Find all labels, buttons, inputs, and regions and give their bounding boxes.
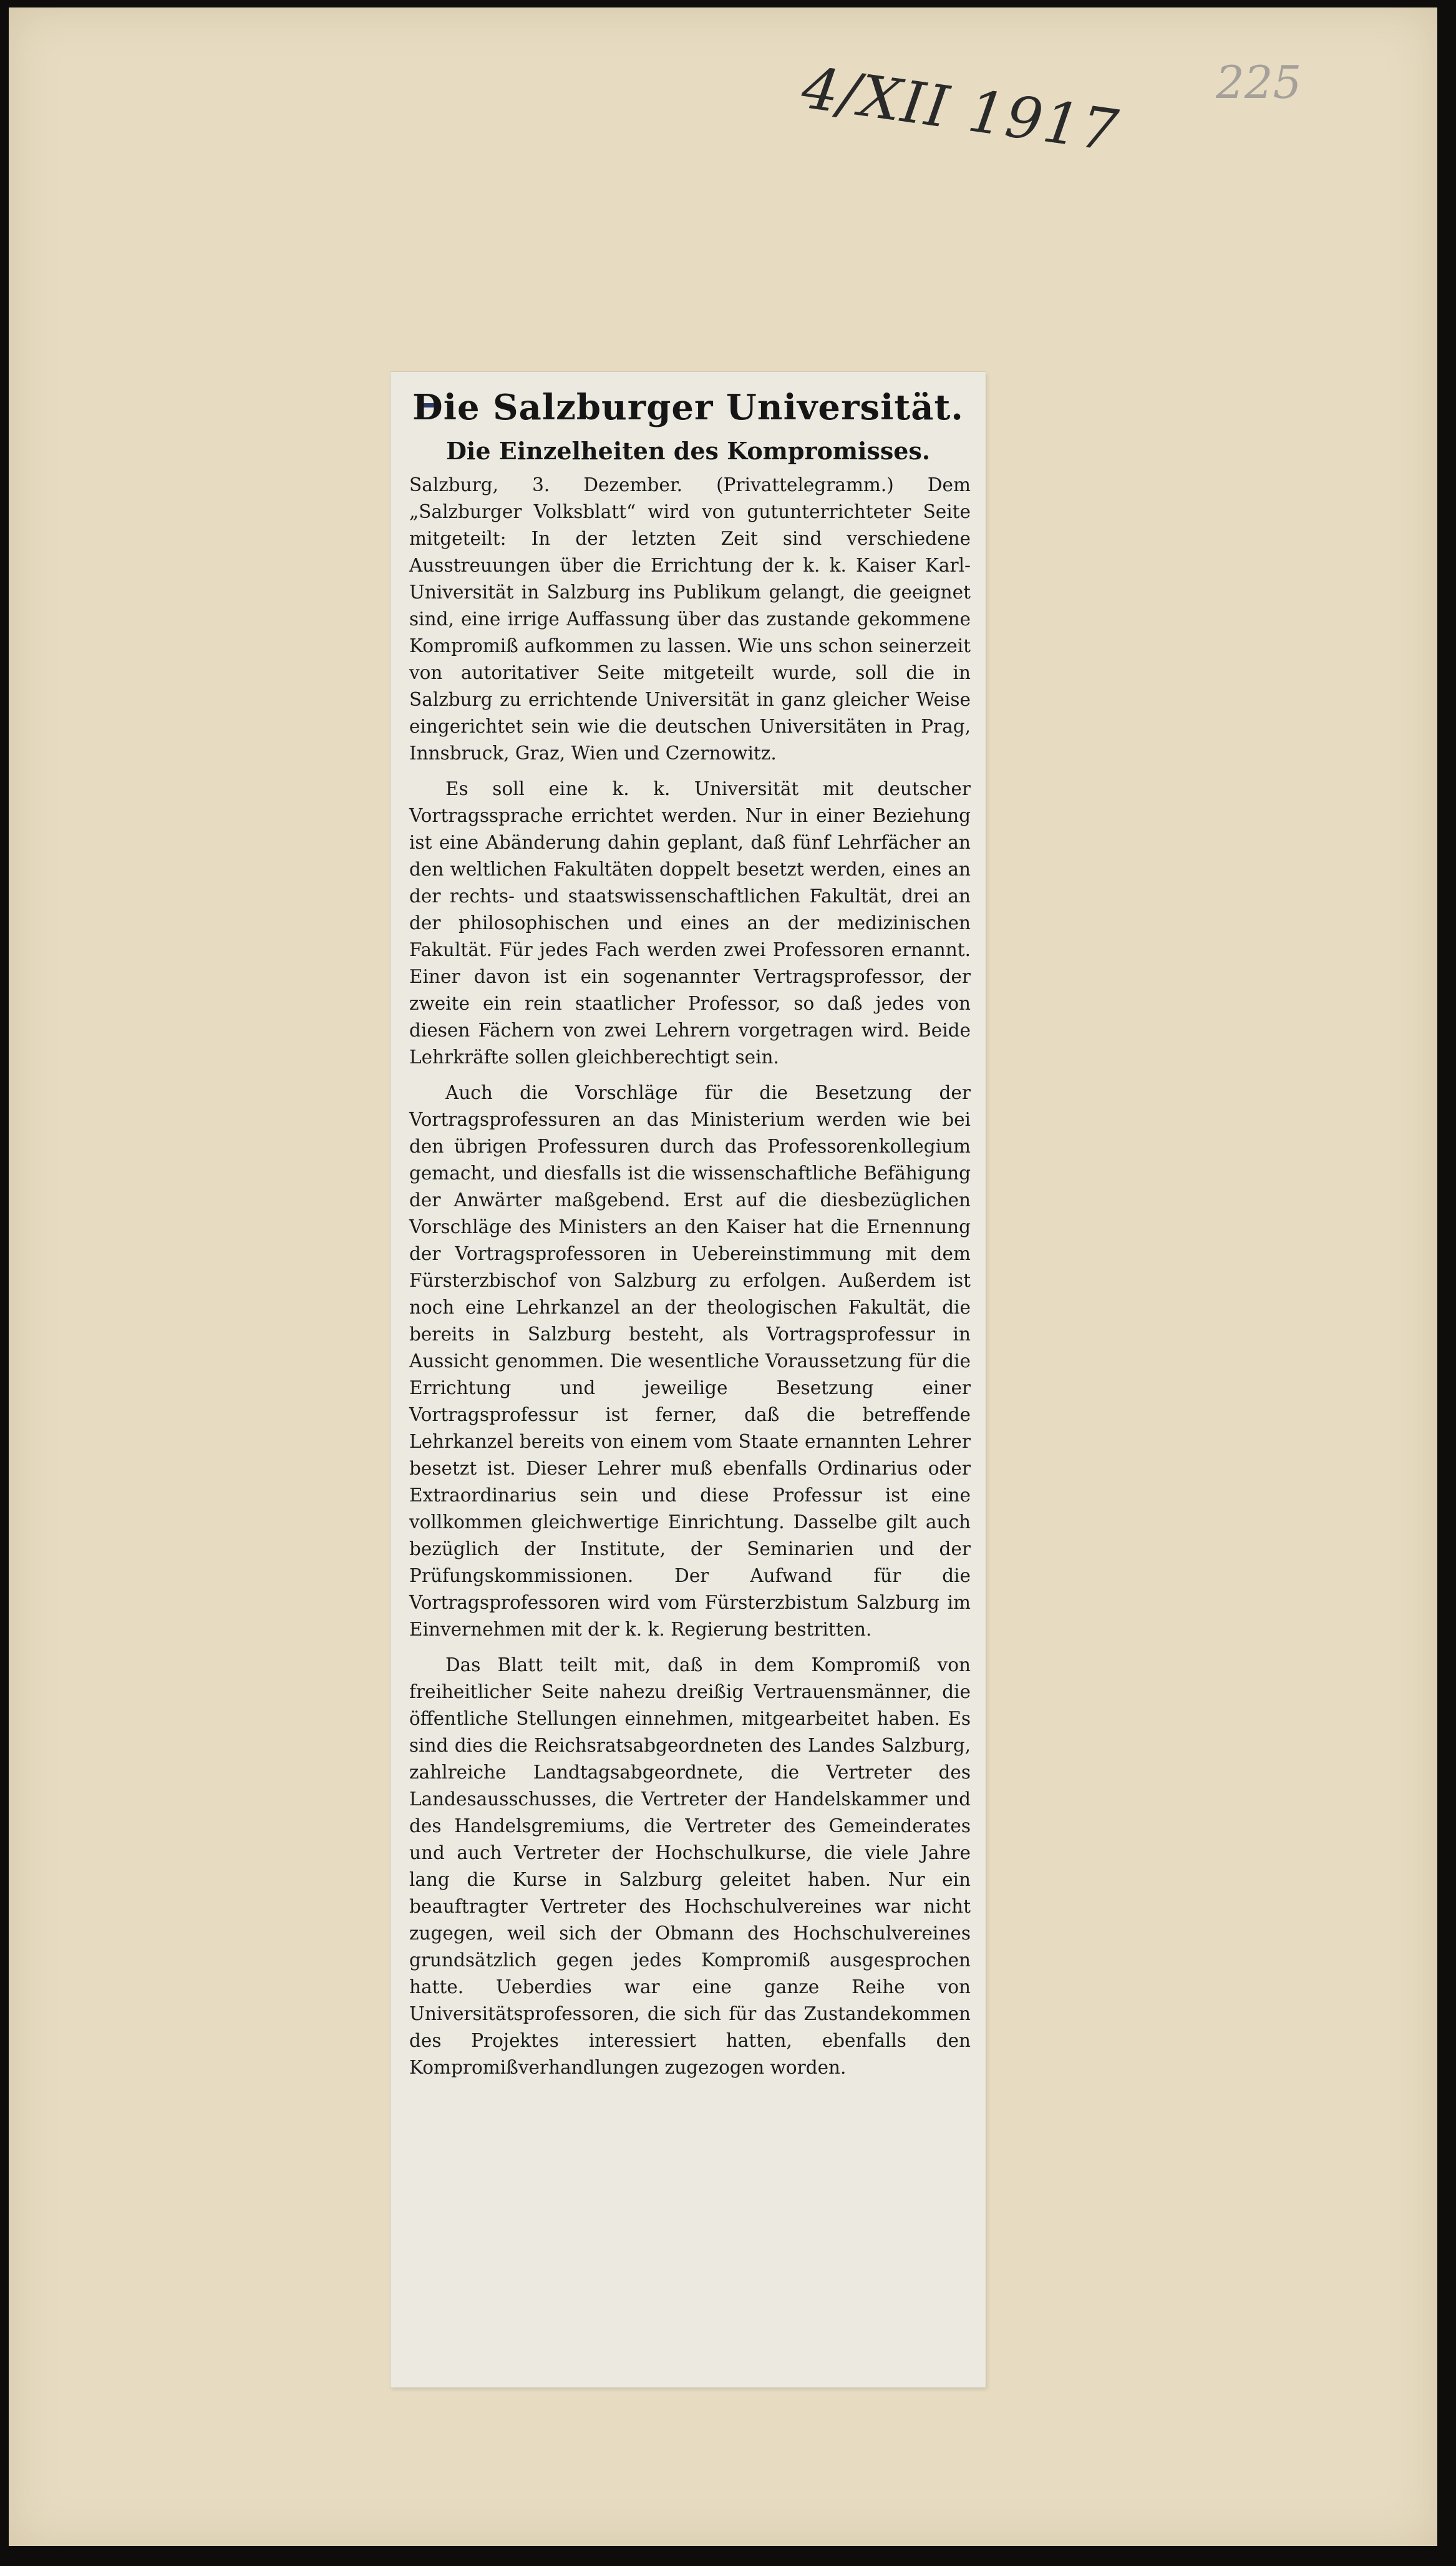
handwritten-date: 4/XII 1917 [798, 54, 1124, 165]
newspaper-clipping [391, 372, 986, 2388]
article-paragraph: Salzburg, 3. Dezember. (Privattelegramm.) Dem „Salzburger Volksblatt“ wird von gutunterrichteter Seite mitgeteilt: In der letzten Zeit sind verschiedene Ausstreuungen über die Errichtung der k. k. Kaiser Karl-Universität in Salzburg ins Publikum gelangt, die geeignet sind, eine irrige Auffassung über das zustande gekommene Kompromiß aufkommen zu lassen. Wie uns schon seinerzeit von autoritativer Seite mitgeteilt wurde, soll die in Salzburg zu errichtende Universität in ganz gleicher Weise eingerichtet sein wie die deutschen Universitäten in Prag, Innsbruck, Graz, Wien und Czernowitz. [409, 474, 971, 764]
article-title: Die Salzburger Universität. [412, 387, 964, 428]
folio-number: 225 [1216, 56, 1302, 109]
archive-sheet [9, 7, 1437, 2546]
article-paragraph: Auch die Vorschläge für die Besetzung der Vortragsprofessuren an das Ministerium werden wie bei den übrigen Professuren durch das Professorenkollegium gemacht, und diesfalls ist die wissenschaftliche Befähigung der Anwärter maßgebend. Erst auf die diesbezüglichen Vorschläge des Ministers an den Kaiser hat die Ernennung der Vortragsprofessoren in Uebereinstimmung mit dem Fürsterzbischof von Salzburg zu erfolgen. Außerdem ist noch eine Lehrkanzel an der theologischen Fakultät, die bereits in Salzburg besteht, als Vortragsprofessur in Aussicht genommen. Die wesentliche Voraussetzung für die Errichtung und jeweilige Besetzung einer Vortragsprofessur ist ferner, daß die betreffende Lehrkanzel bereits von einem vom Staate ernannten Lehrer besetzt ist. Dieser Lehrer muß ebenfalls Ordinarius oder Extraordinarius sein und diese Professur ist eine vollkommen gleichwertige Einrichtung. Dasselbe gilt auch bezüglich der Institute, der Seminarien und der Prüfungskommissionen. Der Aufwand für die Vortragsprofessoren wird vom Fürsterzbistum Salzburg im Einvernehmen mit der k. k. Regierung bestritten. [409, 1082, 971, 1640]
article-paragraph: Das Blatt teilt mit, daß in dem Kompromiß von freiheitlicher Seite nahezu dreißig Vertrauensmänner, die öffentliche Stellungen einnehmen, mitgearbeitet haben. Es sind dies die Reichsratsabgeordneten des Landes Salzburg, zahlreiche Landtagsabgeordnete, die Vertreter des Landesausschusses, die Vertreter der Handelskammer und des Handelsgremiums, die Vertreter des Gemeinderates und auch Vertreter der Hochschulkurse, die viele Jahre lang die Kurse in Salzburg geleitet haben. Nur ein beauftragter Vertreter des Hochschulvereines war nicht zugegen, weil sich der Obmann des Hochschulvereines grundsätzlich gegen jedes Kompromiß ausgesprochen hatte. Ueberdies war eine ganze Reihe von Universitätsprofessoren, die sich für das Zustandekommen des Projektes interessiert hatten, ebenfalls den Kompromißverhandlungen zugezogen worden. [409, 1654, 971, 2078]
article-paragraph: Es soll eine k. k. Universität mit deutscher Vortragssprache errichtet werden. Nur in einer Beziehung ist eine Abänderung dahin geplant, daß fünf Lehrfächer an den weltlichen Fakultäten doppelt besetzt werden, eines an der rechts- und staatswissenschaftlichen Fakultät, drei an der philosophischen und eines an der medizinischen Fakultät. Für jedes Fach werden zwei Professoren ernannt. Einer davon ist ein sogenannter Vertragsprofessor, der zweite ein rein staatlicher Professor, so daß jedes von diesen Fächern von zwei Lehrern vorgetragen wird. Beide Lehrkräfte sollen gleichberechtigt sein. [409, 778, 971, 1068]
article-subtitle: Die Einzelheiten des Kompromisses. [445, 437, 931, 465]
article-body [409, 472, 971, 2090]
